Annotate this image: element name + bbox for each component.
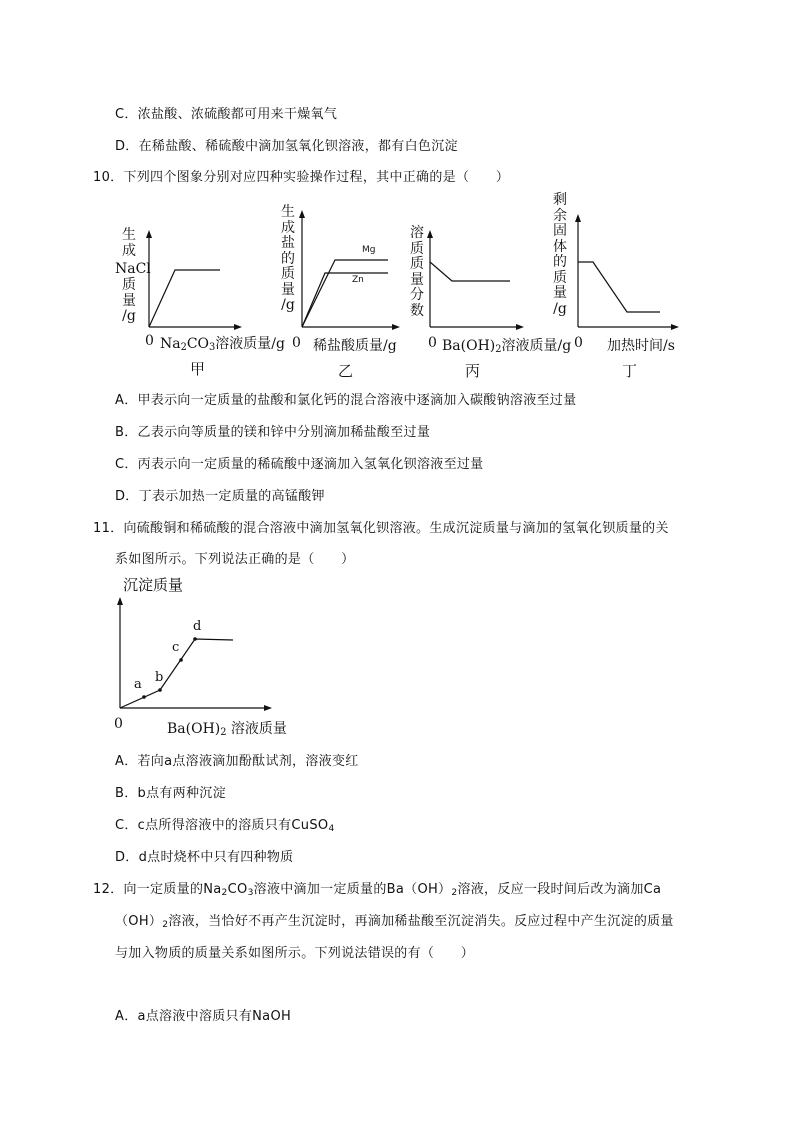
graph-jia-ylabel: 生 成 xyxy=(122,227,136,259)
q12-option-a: A．a点溶液中溶质只有NaOH xyxy=(115,1009,292,1024)
q11-graph-ylabel: 沉淀质量 xyxy=(123,576,184,594)
graph-bing-origin: 0 xyxy=(428,335,437,351)
q12-stem-line3: 与加入物质的质量关系如图所示。下列说法错误的有（ ） xyxy=(115,946,475,961)
q10-stem: 10．下列四个图象分别对应四种实验操作过程，其中正确的是（ ） xyxy=(93,170,510,185)
q10-option-d: D．丁表示加热一定质量的高锰酸钾 xyxy=(115,489,325,504)
q11-point-c-dot xyxy=(179,658,183,662)
graph-ding-origin: 0 xyxy=(574,335,583,351)
q11-option-a: A．若向a点溶液滴加酚酞试剂，溶液变红 xyxy=(115,754,359,769)
q12-stem-line1: 12．向一定质量的$Na_2CO_3$溶液中滴加一定质量的$Ba(OH)_2$溶液，反应一段时间后改为滴加Ca xyxy=(93,882,662,898)
q11-option-b: B．b点有两种沉淀 xyxy=(115,786,226,801)
q11-graph-origin: 0 xyxy=(114,716,123,732)
q11-stem-line2: 系如图所示。下列说法正确的是（ ） xyxy=(115,552,355,567)
q11-graph-xlabel: $Ba(OH)_2$ 溶液质量 xyxy=(167,721,287,738)
graph-ding-ylabel: 剩 余 固 体 的 质 量 /g xyxy=(553,192,567,317)
graph-jia-ylabel-2: 质 量 /g xyxy=(122,277,136,324)
q11-point-a: a xyxy=(134,677,142,692)
graph-yi-xlabel: 稀盐酸质量/g xyxy=(313,338,397,354)
graph-jia-ylabel-formula: NaCl xyxy=(115,261,151,277)
q11-point-c: c xyxy=(172,640,180,655)
graph-yi-curve-mg: Mg xyxy=(362,245,376,255)
q9-option-d: D．在稀盐酸、稀硫酸中滴加氢氧化钡溶液，都有白色沉淀 xyxy=(115,139,458,154)
q10-option-c: C．丙表示向一定质量的稀硫酸中逐滴加入氢氧化钡溶液至过量 xyxy=(115,457,484,472)
graph-yi-ylabel: 生 成 盐 的 质 量 /g xyxy=(281,204,295,313)
q10-option-b: B．乙表示向等质量的镁和锌中分别滴加稀盐酸至过量 xyxy=(115,425,431,440)
graph-yi-name: 乙 xyxy=(338,362,354,380)
graph-ding-name: 丁 xyxy=(622,362,638,380)
q11-option-d: D．d点时烧杯中只有四种物质 xyxy=(115,850,294,865)
q11-option-c: C．c点所得溶液中的溶质只有CuSO$_4$ xyxy=(115,818,335,834)
graph-bing-xlabel: $Ba(OH)_2$溶液质量/g xyxy=(442,338,572,355)
graph-jia-xlabel: $Na_2CO_3$溶液质量/g xyxy=(160,336,285,353)
graph-ding-xlabel: 加热时间/s xyxy=(607,338,675,354)
graph-yi-origin: 0 xyxy=(292,335,301,351)
q9-option-c: C．浓盐酸、浓硫酸都可用来干燥氧气 xyxy=(115,107,338,122)
q10-option-a: A．甲表示向一定质量的盐酸和氯化钙的混合溶液中逐滴加入碳酸钠溶液至过量 xyxy=(115,393,577,408)
q11-stem-line1: 11．向硫酸铜和稀硫酸的混合溶液中滴加氢氧化钡溶液。生成沉淀质量与滴加的氢氧化钡质量的关 xyxy=(93,521,669,536)
graph-jia-name: 甲 xyxy=(190,360,206,378)
graph-bing-name: 丙 xyxy=(465,362,481,380)
q11-point-d: d xyxy=(193,619,202,634)
graph-yi-curve-zn: Zn xyxy=(352,275,364,285)
q11-point-b: b xyxy=(155,670,164,685)
q11-point-d-dot xyxy=(193,637,197,641)
q12-stem-line2: $(OH)_2$溶液，当恰好不再产生沉淀时，再滴加稀盐酸至沉淀消失。反应过程中产生沉淀的质量 xyxy=(115,914,674,930)
graph-jia-origin: 0 xyxy=(145,333,154,349)
q11-point-b-dot xyxy=(158,688,162,692)
graph-bing-ylabel: 溶 质 质 量 分 数 xyxy=(410,225,424,319)
q11-point-a-dot xyxy=(142,695,146,699)
